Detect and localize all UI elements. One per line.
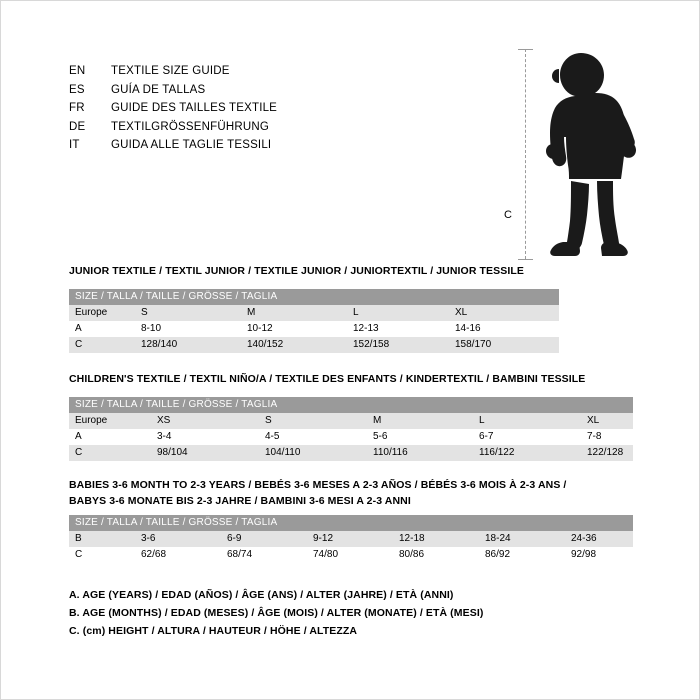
cell: 3-4 — [157, 429, 265, 445]
language-row — [69, 139, 277, 158]
child-silhouette-icon — [541, 49, 651, 261]
language-title: GUIDE DES TAILLES TEXTILE — [111, 102, 278, 114]
cell: 24-36 — [571, 531, 633, 547]
language-title: GUIDA ALLE TAGLIE TESSILI — [111, 139, 272, 151]
language-code: IT — [69, 139, 80, 151]
language-row — [69, 102, 277, 121]
cell: XL — [587, 413, 633, 429]
table-row — [69, 547, 633, 563]
row-label: C — [69, 547, 141, 563]
table-row — [69, 531, 633, 547]
cell: L — [479, 413, 587, 429]
cell: 122/128 — [587, 445, 633, 461]
cell: S — [265, 413, 373, 429]
cell: 5-6 — [373, 429, 479, 445]
row-label: Europe — [69, 305, 141, 321]
cell: L — [353, 305, 455, 321]
size-header-label: SIZE / TALLA / TAILLE / GRÖSSE / TAGLIA — [69, 397, 633, 413]
legend-line-b: B. AGE (MONTHS) / EDAD (MESES) / ÂGE (MOIS) / ALTER (MONATE) / ETÀ (MESI) — [69, 607, 484, 619]
language-code: DE — [69, 120, 86, 133]
cell: 12-13 — [353, 321, 455, 337]
language-title: TEXTILE SIZE GUIDE — [111, 65, 230, 77]
cell: 98/104 — [157, 445, 265, 461]
table-row — [69, 413, 633, 429]
legend-line-a: A. AGE (YEARS) / EDAD (AÑOS) / ÂGE (ANS) / ALTER (JAHRE) / ETÀ (ANNI) — [69, 589, 454, 601]
cell: 12-18 — [399, 531, 485, 547]
row-label: C — [69, 337, 141, 353]
table-row — [69, 337, 559, 353]
cell: XS — [157, 413, 265, 429]
cell: 6-9 — [227, 531, 313, 547]
size-header-label: SIZE / TALLA / TAILLE / GRÖSSE / TAGLIA — [69, 515, 633, 531]
cell: 8-10 — [141, 321, 247, 337]
children-size-table — [69, 397, 633, 461]
table-row — [69, 445, 633, 461]
cell: 158/170 — [455, 337, 559, 353]
cell: 140/152 — [247, 337, 353, 353]
language-title: GUÍA DE TALLAS — [111, 83, 206, 96]
row-label: A — [69, 429, 157, 445]
cell: 80/86 — [399, 547, 485, 563]
babies-size-table — [69, 515, 633, 563]
junior-size-table — [69, 289, 559, 353]
table-header-row — [69, 289, 559, 305]
cell: 104/110 — [265, 445, 373, 461]
row-label: C — [69, 445, 157, 461]
cell: 62/68 — [141, 547, 227, 563]
language-row — [69, 65, 277, 84]
cell: 14-16 — [455, 321, 559, 337]
cell: 6-7 — [479, 429, 587, 445]
cell: XL — [455, 305, 559, 321]
cell: M — [247, 305, 353, 321]
language-code: EN — [69, 65, 86, 77]
table-header-row — [69, 515, 633, 531]
measure-dashed-line — [525, 49, 526, 259]
cell: 18-24 — [485, 531, 571, 547]
table-row — [69, 429, 633, 445]
row-label: B — [69, 531, 141, 547]
size-header-label: SIZE / TALLA / TAILLE / GRÖSSE / TAGLIA — [69, 289, 559, 305]
language-code: FR — [69, 102, 85, 114]
language-row — [69, 121, 277, 140]
legend-block — [69, 586, 483, 640]
cell: 92/98 — [571, 547, 633, 563]
cell: 9-12 — [313, 531, 399, 547]
cell: 152/158 — [353, 337, 455, 353]
language-code: ES — [69, 83, 85, 96]
cell: 68/74 — [227, 547, 313, 563]
measure-cap-bottom — [518, 259, 533, 260]
table-row — [69, 305, 559, 321]
measurement-figure — [496, 49, 661, 264]
measure-label-c: C — [504, 209, 512, 221]
language-list — [69, 65, 277, 158]
section-title-children: CHILDREN'S TEXTILE / TEXTIL NIÑO/A / TEXTILE DES ENFANTS / KINDERTEXTIL / BAMBINI TESSILE — [69, 373, 586, 385]
cell: M — [373, 413, 479, 429]
section-title-babies-line2: BABYS 3-6 MONATE BIS 2-3 JAHRE / BAMBINI 3-6 MESI A 2-3 ANNI — [69, 495, 411, 507]
table-header-row — [69, 397, 633, 413]
cell: 128/140 — [141, 337, 247, 353]
cell: 110/116 — [373, 445, 479, 461]
cell: S — [141, 305, 247, 321]
row-label: A — [69, 321, 141, 337]
cell: 3-6 — [141, 531, 227, 547]
cell: 116/122 — [479, 445, 587, 461]
cell: 86/92 — [485, 547, 571, 563]
section-title-babies-line1: BABIES 3-6 MONTH TO 2-3 YEARS / BEBÉS 3-6 MESES A 2-3 AÑOS / BÉBÉS 3-6 MOIS À 2-3 ANS / — [69, 479, 567, 491]
language-title: TEXTILGRÖSSENFÜHRUNG — [111, 120, 269, 133]
cell: 10-12 — [247, 321, 353, 337]
table-row — [69, 321, 559, 337]
row-label: Europe — [69, 413, 157, 429]
language-row — [69, 84, 277, 103]
cell: 4-5 — [265, 429, 373, 445]
section-title-junior: JUNIOR TEXTILE / TEXTIL JUNIOR / TEXTILE JUNIOR / JUNIORTEXTIL / JUNIOR TESSILE — [69, 265, 524, 277]
cell: 7-8 — [587, 429, 633, 445]
cell: 74/80 — [313, 547, 399, 563]
legend-line-c: C. (cm) HEIGHT / ALTURA / HAUTEUR / HÖHE / ALTEZZA — [69, 625, 358, 637]
